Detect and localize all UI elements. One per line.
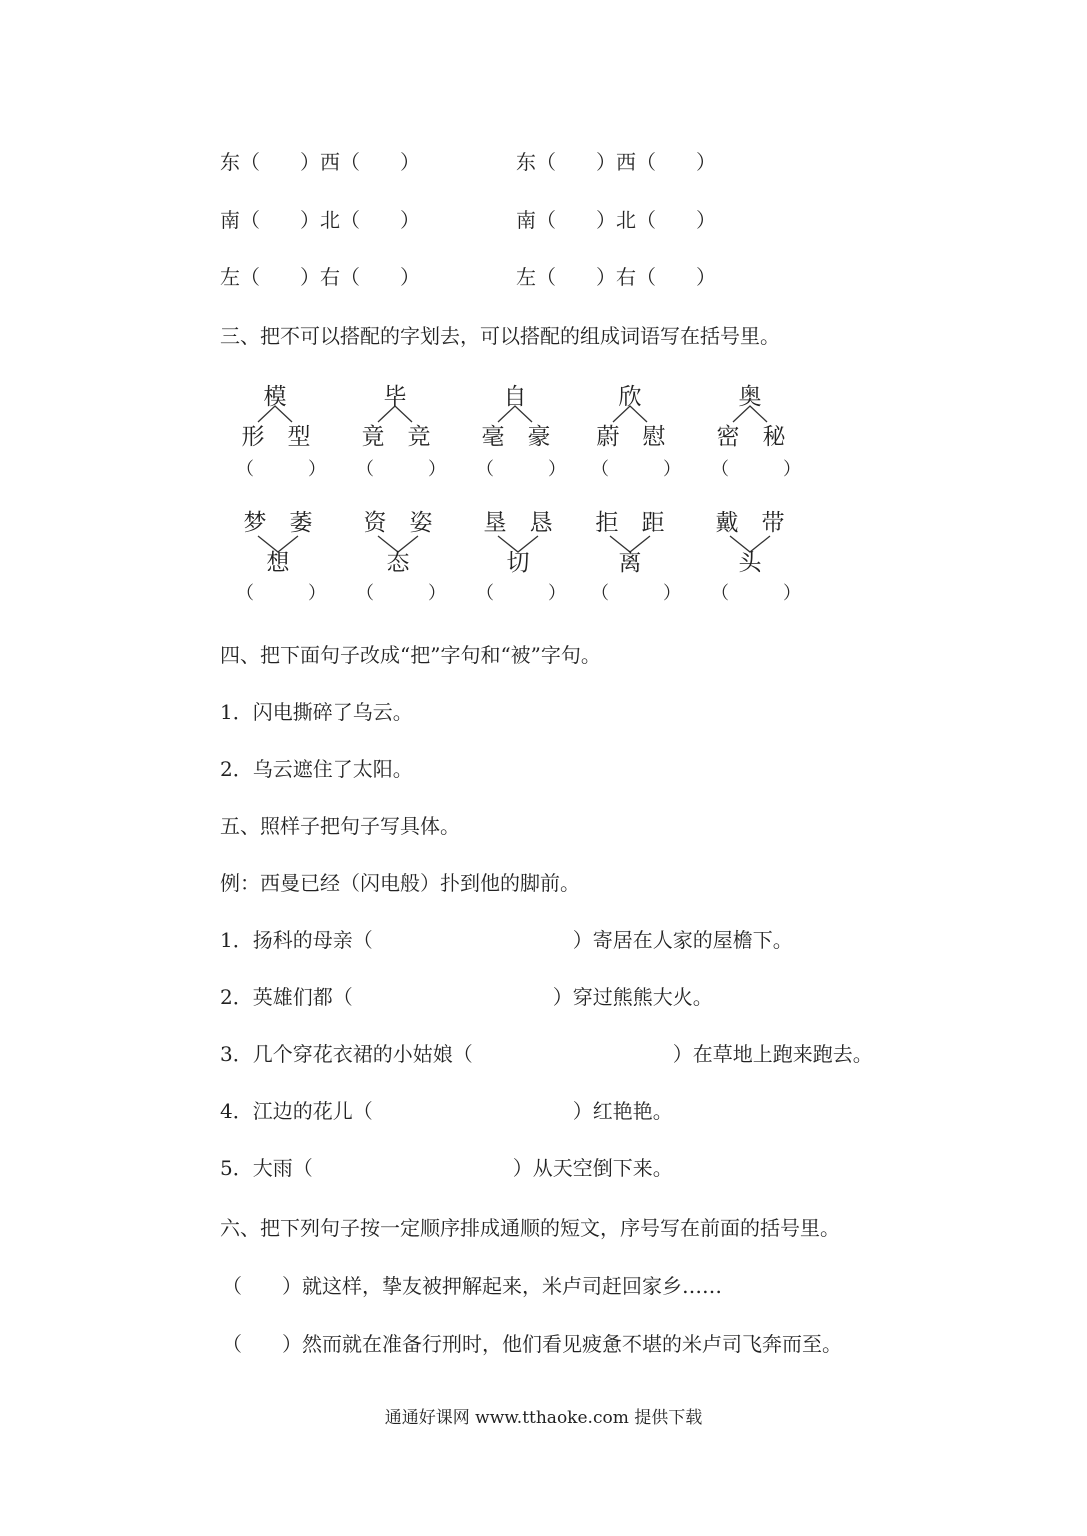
char-group4-left: 蔚 (596, 424, 620, 450)
answer-paren-group3[interactable]: （ ） (476, 459, 566, 480)
char-group9-left: 拒 (595, 510, 619, 536)
section-6-item-1: （ ）就这样，挚友被押解起来，米卢司赶回家乡…… (222, 1274, 722, 1298)
char-group9-bottom: 离 (618, 550, 642, 576)
char-group6-right: 萎 (289, 510, 313, 536)
char-group2-top: 毕 (383, 384, 407, 410)
char-group2-right: 竞 (407, 424, 431, 450)
direction-row-1-right: 东（ ）西（ ） (516, 150, 716, 174)
direction-row-2-right: 南（ ）北（ ） (516, 208, 716, 232)
char-group7-right: 姿 (409, 510, 433, 536)
section-5-item-4: 4．江边的花儿（ ）红艳艳。 (220, 1099, 673, 1123)
char-group3-top: 自 (503, 384, 527, 410)
char-group1-top: 模 (263, 384, 287, 410)
char-group8-right: 恳 (529, 510, 553, 536)
section-5-example: 例：西曼已经（闪电般）扑到他的脚前。 (220, 871, 580, 895)
answer-paren-group7[interactable]: （ ） (356, 583, 446, 604)
char-group3-left: 毫 (481, 424, 505, 450)
section-4-item-1: 1．闪电撕碎了乌云。 (220, 700, 413, 724)
direction-row-1-left: 东（ ）西（ ） (220, 150, 420, 174)
answer-paren-group9[interactable]: （ ） (591, 583, 681, 604)
answer-paren-group8[interactable]: （ ） (476, 583, 566, 604)
answer-paren-group2[interactable]: （ ） (356, 459, 446, 480)
section-6-item-2: （ ）然而就在准备行刑时，他们看见疲惫不堪的米卢司飞奔而至。 (222, 1332, 842, 1356)
char-group8-left: 垦 (483, 510, 507, 536)
answer-paren-group4[interactable]: （ ） (591, 459, 681, 480)
footer-credit: 通通好课网 www.tthaoke.com 提供下载 (384, 1408, 703, 1428)
section-5-item-1: 1．扬科的母亲（ ）寄居在人家的屋檐下。 (220, 928, 793, 952)
section-4-title: 四、把下面句子改成“把”字句和“被”字句。 (220, 643, 601, 667)
answer-paren-group6[interactable]: （ ） (236, 583, 326, 604)
char-group8-bottom: 切 (506, 550, 530, 576)
char-group9-right: 距 (641, 510, 665, 536)
section-5-title: 五、照样子把句子写具体。 (220, 814, 460, 838)
char-group10-right: 带 (761, 510, 785, 536)
section-5-item-5: 5．大雨（ ）从天空倒下来。 (220, 1156, 673, 1180)
char-group6-bottom: 想 (266, 550, 290, 576)
char-group4-right: 慰 (642, 424, 666, 450)
section-3-title: 三、把不可以搭配的字划去，可以搭配的组成词语写在括号里。 (220, 324, 780, 348)
char-group3-right: 豪 (527, 424, 551, 450)
char-group6-left: 梦 (243, 510, 267, 536)
char-group1-left: 形 (241, 424, 265, 450)
char-group4-top: 欣 (618, 384, 642, 410)
char-group5-right: 秘 (762, 424, 786, 450)
answer-paren-group10[interactable]: （ ） (711, 583, 801, 604)
section-4-item-2: 2．乌云遮住了太阳。 (220, 757, 413, 781)
section-5-item-3: 3．几个穿花衣裙的小姑娘（ ）在草地上跑来跑去。 (220, 1042, 873, 1066)
char-group1-right: 型 (287, 424, 311, 450)
char-group5-top: 奥 (738, 384, 762, 410)
answer-paren-group1[interactable]: （ ） (236, 459, 326, 480)
answer-paren-group5[interactable]: （ ） (711, 459, 801, 480)
char-group2-left: 竟 (361, 424, 385, 450)
section-6-title: 六、把下列句子按一定顺序排成通顺的短文，序号写在前面的括号里。 (220, 1216, 840, 1240)
char-group10-bottom: 头 (738, 550, 762, 576)
direction-row-3-right: 左（ ）右（ ） (516, 265, 716, 289)
section-5-item-2: 2．英雄们都（ ）穿过熊熊大火。 (220, 985, 713, 1009)
direction-row-2-left: 南（ ）北（ ） (220, 208, 420, 232)
char-group7-bottom: 态 (386, 550, 410, 576)
direction-row-3-left: 左（ ）右（ ） (220, 265, 420, 289)
char-group5-left: 密 (716, 424, 740, 450)
char-group10-left: 戴 (715, 510, 739, 536)
char-group7-left: 资 (363, 510, 387, 536)
